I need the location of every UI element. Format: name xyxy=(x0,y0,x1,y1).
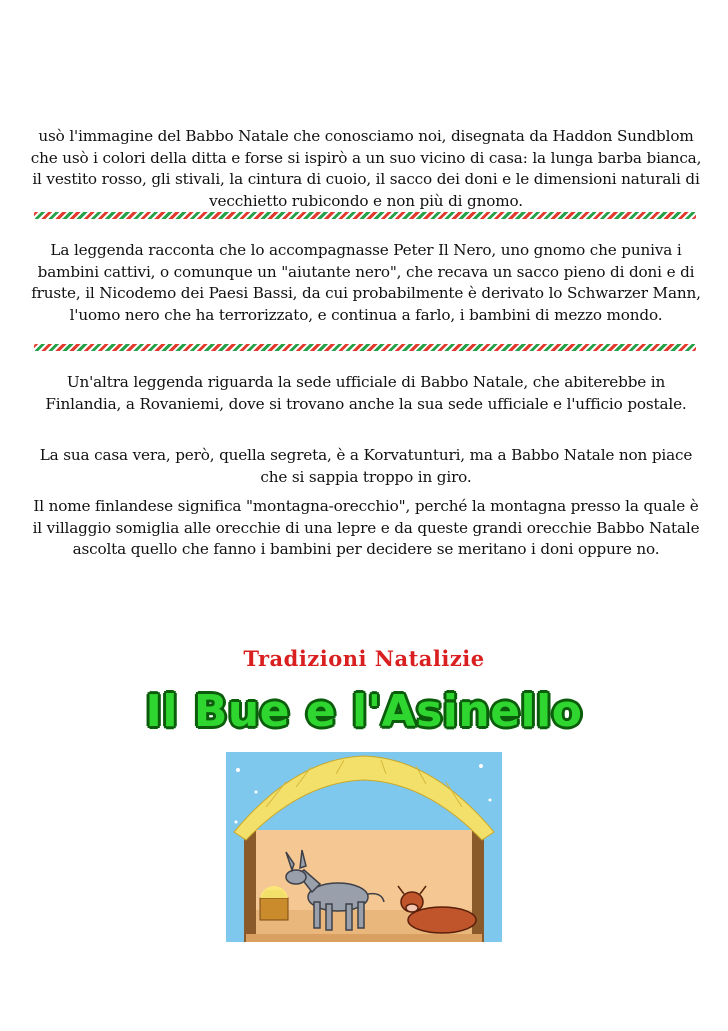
nativity-stable-icon xyxy=(226,752,502,942)
paragraph-montagna-orecchio: Il nome finlandese significa "montagna-orecchio", perché la montagna presso la quale è il villaggio somiglia alle orecchie di una lepre e da queste grandi orecchie Babbo Natale ascolta quello che fanno i bambini per decidere se meritano i doni oppure no. xyxy=(32,497,700,558)
section-title: Tradizioni Natalizie xyxy=(243,646,485,671)
page-title: Il Bue e l'Asinello xyxy=(145,686,583,737)
paragraph-rovaniemi: Un'altra leggenda riguarda la sede ufficiale di Babbo Natale, che abiterebbe in Finlandia, a Rovaniemi, dove si trovano anche la sua sede ufficiale e l'ufficio postale. xyxy=(45,373,687,413)
paragraph-peter-il-nero: La leggenda racconta che lo accompagnasse Peter Il Nero, uno gnomo che puniva i bambini cattivi, o comunque un "aiutante nero", che recava un sacco pieno di doni e di fruste, il Nicodemo dei Paesi Bassi, da cui probabilmente è derivato lo Schwarzer Mann, l'uomo nero che ha terrorizzato, e continua a farlo, i bambini di mezzo mondo. xyxy=(31,241,701,324)
paragraph-korvatunturi: La sua casa vera, però, quella segreta, è a Korvatunturi, ma a Babbo Natale non piace che si sappia troppo in giro. xyxy=(39,446,693,486)
paragraph-sundblom: usò l'immagine del Babbo Natale che conosciamo noi, disegnata da Haddon Sundblom che usò i colori della ditta e forse si ispirò a un suo vicino di casa: la lunga barba bianca, il vestito rosso, gli stivali, la cintura di cuoio, il sacco dei doni e le dimensioni naturali di vecchietto rubicondo e non più di gnomo. xyxy=(30,127,702,210)
candy-cane-divider xyxy=(34,344,696,351)
candy-cane-divider xyxy=(34,212,696,219)
